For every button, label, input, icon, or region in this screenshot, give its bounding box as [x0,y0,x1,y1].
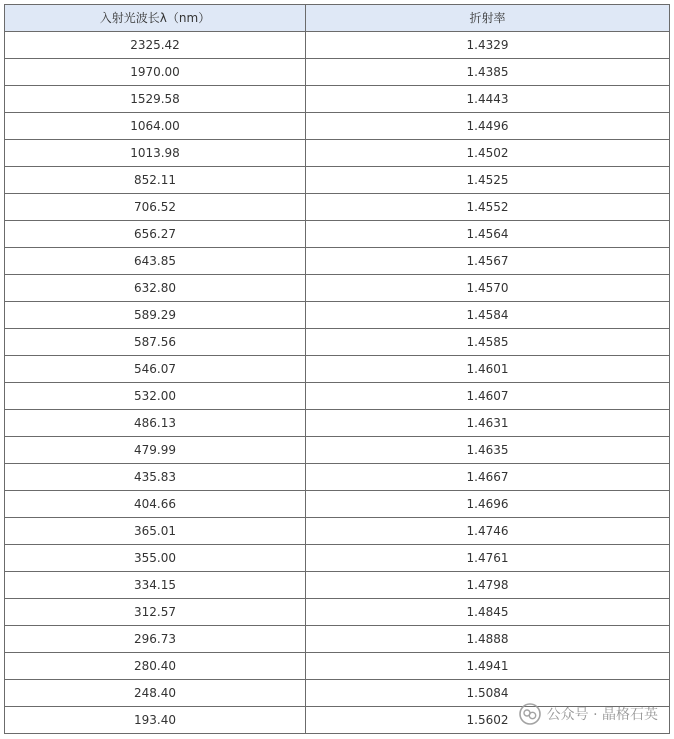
table-row [5,626,670,653]
wavelength-cell: 706.52 [5,194,306,221]
watermark [519,703,658,725]
refractive-index-cell: 1.4584 [306,302,670,329]
table-row [5,491,670,518]
refractive-index-cell: 1.4601 [306,356,670,383]
wavelength-cell: 280.40 [5,653,306,680]
wavelength-cell: 248.40 [5,680,306,707]
refractive-index-cell: 1.4385 [306,59,670,86]
wavelength-cell: 404.66 [5,491,306,518]
wavelength-cell: 587.56 [5,329,306,356]
wavelength-cell: 365.01 [5,518,306,545]
table-row [5,518,670,545]
refractive-index-table [4,4,670,734]
wavelength-cell: 589.29 [5,302,306,329]
refractive-index-cell: 1.5084 [306,680,670,707]
table-row [5,248,670,275]
table-row [5,59,670,86]
refractive-index-cell: 1.4845 [306,599,670,626]
table-row [5,329,670,356]
wavelength-cell: 312.57 [5,599,306,626]
table-row [5,113,670,140]
table-row [5,599,670,626]
table-row [5,140,670,167]
table-header-row [5,5,670,32]
wavelength-cell: 1970.00 [5,59,306,86]
refractive-index-cell: 1.4631 [306,410,670,437]
wavelength-cell: 632.80 [5,275,306,302]
refractive-index-cell: 1.4941 [306,653,670,680]
refractive-index-cell: 1.4329 [306,32,670,59]
refractive-index-cell: 1.4570 [306,275,670,302]
table-row [5,302,670,329]
wavelength-cell: 479.99 [5,437,306,464]
table-row [5,167,670,194]
wechat-official-account-icon [519,703,541,725]
column-header-wavelength: 入射光波长λ（nm） [5,5,306,32]
wavelength-cell: 1529.58 [5,86,306,113]
wavelength-cell: 486.13 [5,410,306,437]
wavelength-cell: 193.40 [5,707,306,734]
table-row [5,194,670,221]
refractive-index-table-container [4,4,669,734]
table-row [5,653,670,680]
table-row [5,572,670,599]
refractive-index-cell: 1.4667 [306,464,670,491]
refractive-index-cell: 1.4798 [306,572,670,599]
wavelength-cell: 852.11 [5,167,306,194]
table-row [5,275,670,302]
table-row [5,356,670,383]
wavelength-cell: 1064.00 [5,113,306,140]
refractive-index-cell: 1.5602 [306,707,670,734]
column-header-refractive-index: 折射率 [306,5,670,32]
refractive-index-cell: 1.4746 [306,518,670,545]
refractive-index-cell: 1.4552 [306,194,670,221]
refractive-index-cell: 1.4888 [306,626,670,653]
table-row [5,545,670,572]
refractive-index-cell: 1.4761 [306,545,670,572]
wavelength-cell: 355.00 [5,545,306,572]
wavelength-cell: 334.15 [5,572,306,599]
table-row [5,221,670,248]
refractive-index-cell: 1.4502 [306,140,670,167]
table-body [5,32,670,734]
table-row [5,464,670,491]
table-row [5,32,670,59]
refractive-index-cell: 1.4607 [306,383,670,410]
refractive-index-cell: 1.4585 [306,329,670,356]
table-row [5,437,670,464]
refractive-index-cell: 1.4564 [306,221,670,248]
wavelength-cell: 656.27 [5,221,306,248]
wavelength-cell: 532.00 [5,383,306,410]
wavelength-cell: 296.73 [5,626,306,653]
wavelength-cell: 1013.98 [5,140,306,167]
wavelength-cell: 546.07 [5,356,306,383]
wavelength-cell: 2325.42 [5,32,306,59]
watermark-text: 公众号 · 晶格石英 [546,707,658,723]
table-row [5,383,670,410]
wavelength-cell: 435.83 [5,464,306,491]
refractive-index-cell: 1.4525 [306,167,670,194]
refractive-index-cell: 1.4567 [306,248,670,275]
wavelength-cell: 643.85 [5,248,306,275]
table-row [5,86,670,113]
refractive-index-cell: 1.4443 [306,86,670,113]
refractive-index-cell: 1.4696 [306,491,670,518]
table-row [5,410,670,437]
refractive-index-cell: 1.4635 [306,437,670,464]
refractive-index-cell: 1.4496 [306,113,670,140]
